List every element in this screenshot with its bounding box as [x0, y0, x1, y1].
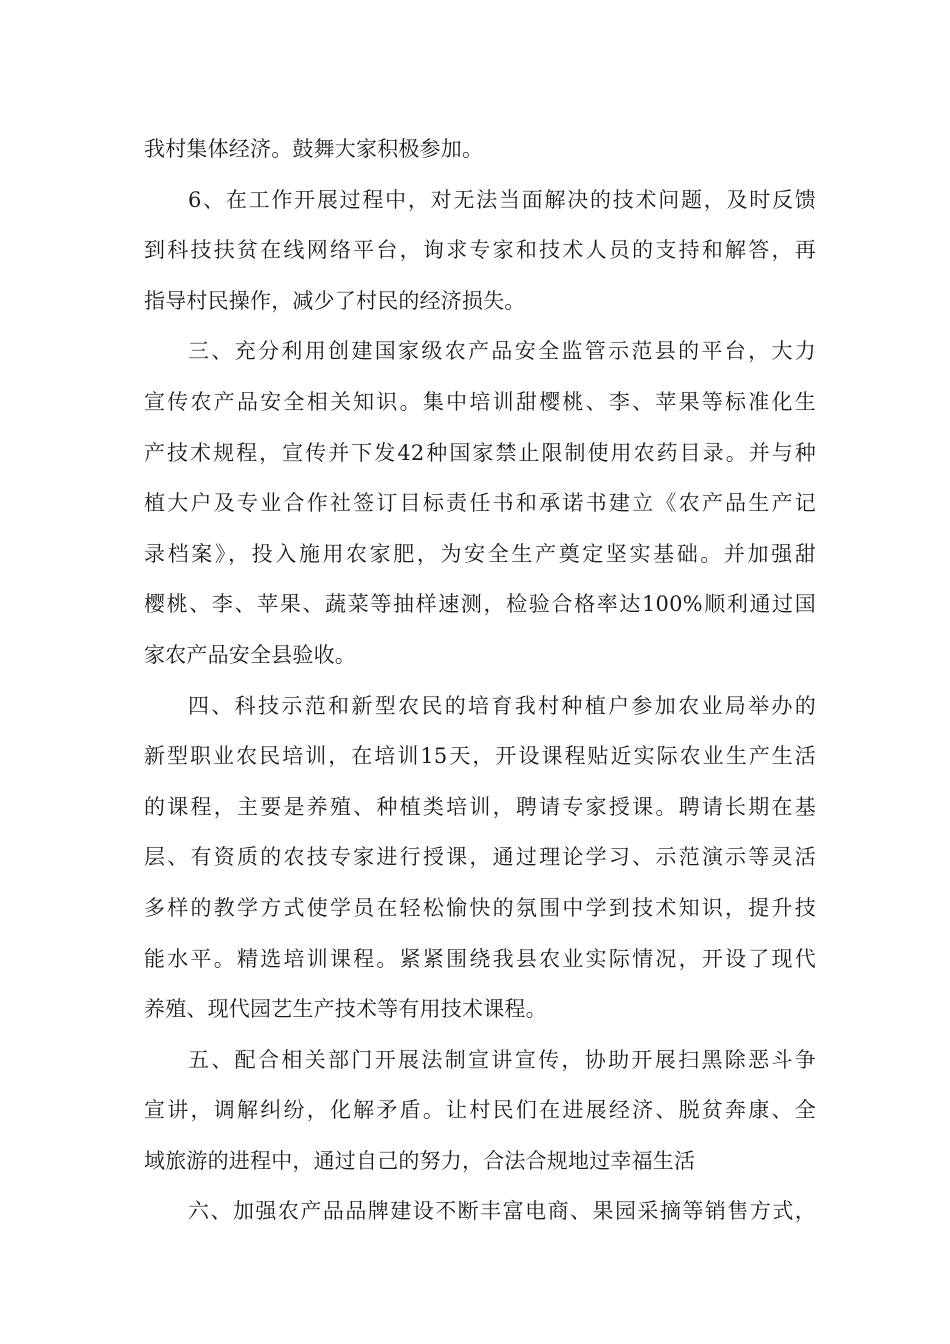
- paragraph-line: 能水平。精选培训课程。紧紧围绕我县农业实际情况，开设了现代: [144, 946, 816, 971]
- document-body: [144, 124, 816, 1237]
- paragraph-line: 录档案》，投入施用农家肥，为安全生产奠定坚实基础。并加强甜: [144, 541, 816, 566]
- paragraph-line: 宣讲，调解纠纷，化解矛盾。让村民们在进展经济、脱贫奔康、全: [144, 1098, 816, 1123]
- paragraph-line: 六、加强农产品品牌建设不断丰富电商、果园采摘等销售方式，: [188, 1199, 816, 1224]
- paragraph-line: 我村集体经济。鼓舞大家积极参加。: [144, 137, 484, 161]
- paragraph-line: 养殖、现代园艺生产技术等有用技术课程。: [144, 997, 547, 1022]
- paragraph-line: 宣传农产品安全相关知识。集中培训甜樱桃、李、苹果等标准化生: [144, 389, 816, 414]
- paragraph-line: 多样的教学方式使学员在轻松愉快的氛围中学到技术知识，提升技: [144, 895, 816, 920]
- paragraph-line: 五、配合相关部门开展法制宣讲宣传，协助开展扫黑除恶斗争: [188, 1047, 816, 1072]
- paragraph-line: 家农产品安全县验收。: [144, 642, 356, 667]
- paragraph-line: 层、有资质的农技专家进行授课，通过理论学习、示范演示等灵活: [144, 845, 816, 870]
- paragraph-line: 的课程，主要是养殖、种植类培训，聘请专家授课。聘请长期在基: [144, 794, 816, 819]
- paragraph-line: 植大户及专业合作社签订目标责任书和承诺书建立《农产品生产记: [144, 491, 816, 516]
- paragraph-line: 四、科技示范和新型农民的培育我村种植户参加农业局举办的: [188, 693, 816, 718]
- paragraph-line: 樱桃、李、苹果、蔬菜等抽样速测，检验合格率达100%顺利通过国: [144, 592, 816, 617]
- paragraph-line: 三、充分利用创建国家级农产品安全监管示范县的平台，大力: [188, 339, 816, 364]
- paragraph-line: 产技术规程，宣传并下发42种国家禁止限制使用农药目录。并与种: [144, 440, 816, 465]
- paragraph-line: 6、在工作开展过程中，对无法当面解决的技术问题，及时反馈: [188, 187, 816, 212]
- paragraph-line: 域旅游的进程中，通过自己的努力，合法合规地过幸福生活: [144, 1148, 696, 1173]
- paragraph-line: 到科技扶贫在线网络平台，询求专家和技术人员的支持和解答，再: [144, 238, 816, 263]
- paragraph-line: 新型职业农民培训，在培训15天，开设课程贴近实际农业生产生活: [144, 744, 816, 769]
- paragraph-line: 指导村民操作，减少了村民的经济损失。: [144, 288, 526, 313]
